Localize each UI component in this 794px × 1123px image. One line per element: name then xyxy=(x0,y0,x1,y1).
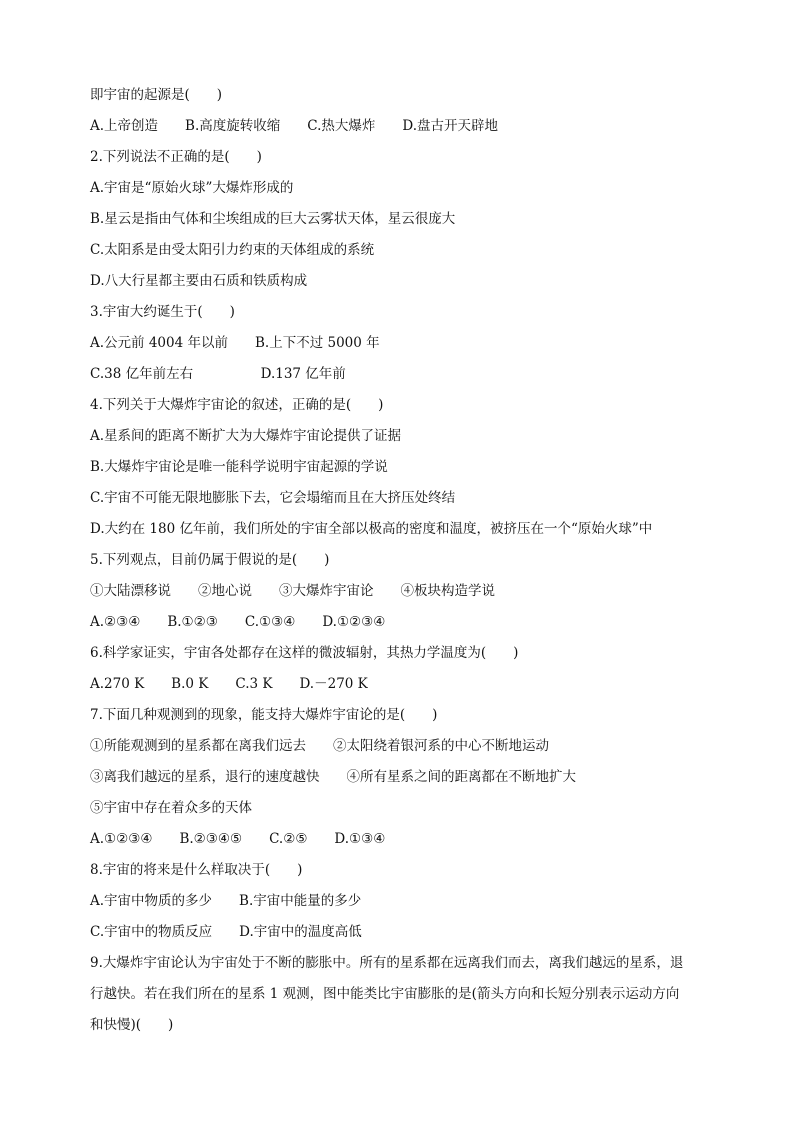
q2-option-d: D.八大行星都主要由石质和铁质构成 xyxy=(90,273,308,289)
q7-items-12: ①所能观测到的星系都在离我们远去 ②太阳绕着银河系的中心不断地运动 xyxy=(90,738,549,754)
q1-options: A.上帝创造 B.高度旋转收缩 C.热大爆炸 D.盘古开天辟地 xyxy=(90,118,499,134)
q1-stem-tail: 即宇宙的起源是( ) xyxy=(90,87,223,103)
q7-item-5: ⑤宇宙中存在着众多的天体 xyxy=(90,800,252,816)
q6-options: A.270 K B.0 K C.3 K D.－270 K xyxy=(90,676,368,692)
q5-items: ①大陆漂移说 ②地心说 ③大爆炸宇宙论 ④板块构造学说 xyxy=(90,583,495,599)
q9-stem-line1: 9.大爆炸宇宙论认为宇宙处于不断的膨胀中。所有的星系都在远离我们而去，离我们越远的星系，退 xyxy=(90,955,684,971)
q6-stem: 6.科学家证实，宇宙各处都存在这样的微波辐射，其热力学温度为( ) xyxy=(90,645,519,661)
q4-stem: 4.下列关于大爆炸宇宙论的叙述，正确的是( ) xyxy=(90,397,384,413)
q8-stem: 8.宇宙的将来是什么样取决于( ) xyxy=(90,862,303,878)
q2-option-c: C.太阳系是由受太阳引力约束的天体组成的系统 xyxy=(90,242,375,258)
q8-options-cd: C.宇宙中的物质反应 D.宇宙中的温度高低 xyxy=(90,924,362,940)
q3-options-ab: A.公元前 4004 年以前 B.上下不过 5000 年 xyxy=(90,335,380,351)
q2-option-a: A.宇宙是“原始火球”大爆炸形成的 xyxy=(90,180,294,196)
q2-stem: 2.下列说法不正确的是( ) xyxy=(90,149,262,165)
q3-options-cd: C.38 亿年前左右 D.137 亿年前 xyxy=(90,366,346,382)
q5-stem: 5.下列观点，目前仍属于假说的是( ) xyxy=(90,552,330,568)
q4-option-b: B.大爆炸宇宙论是唯一能科学说明宇宙起源的学说 xyxy=(90,459,388,475)
q3-stem: 3.宇宙大约诞生于( ) xyxy=(90,304,235,320)
q7-items-34: ③离我们越远的星系，退行的速度越快 ④所有星系之间的距离都在不断地扩大 xyxy=(90,769,576,785)
q8-options-ab: A.宇宙中物质的多少 B.宇宙中能量的多少 xyxy=(90,893,362,909)
q7-stem: 7.下面几种观测到的现象，能支持大爆炸宇宙论的是( ) xyxy=(90,707,438,723)
question-text xyxy=(90,80,712,1041)
q4-option-a: A.星系间的距离不断扩大为大爆炸宇宙论提供了证据 xyxy=(90,428,402,444)
q2-option-b: B.星云是指由气体和尘埃组成的巨大云雾状天体，星云很庞大 xyxy=(90,211,456,227)
q9-stem-line3: 和快慢)( ) xyxy=(90,1017,174,1033)
q5-options: A.②③④ B.①②③ C.①③④ D.①②③④ xyxy=(90,614,386,630)
q4-option-c: C.宇宙不可能无限地膨胀下去，它会塌缩而且在大挤压处终结 xyxy=(90,490,456,506)
q4-option-d: D.大约在 180 亿年前，我们所处的宇宙全部以极高的密度和温度，被挤压在一个“原始火球”中 xyxy=(90,521,653,537)
q7-options: A.①②③④ B.②③④⑤ C.②⑤ D.①③④ xyxy=(90,831,386,847)
q9-stem-line2: 行越快。若在我们所在的星系 1 观测，图中能类比宇宙膨胀的是(箭头方向和长短分别表示运动方向 xyxy=(90,986,680,1002)
